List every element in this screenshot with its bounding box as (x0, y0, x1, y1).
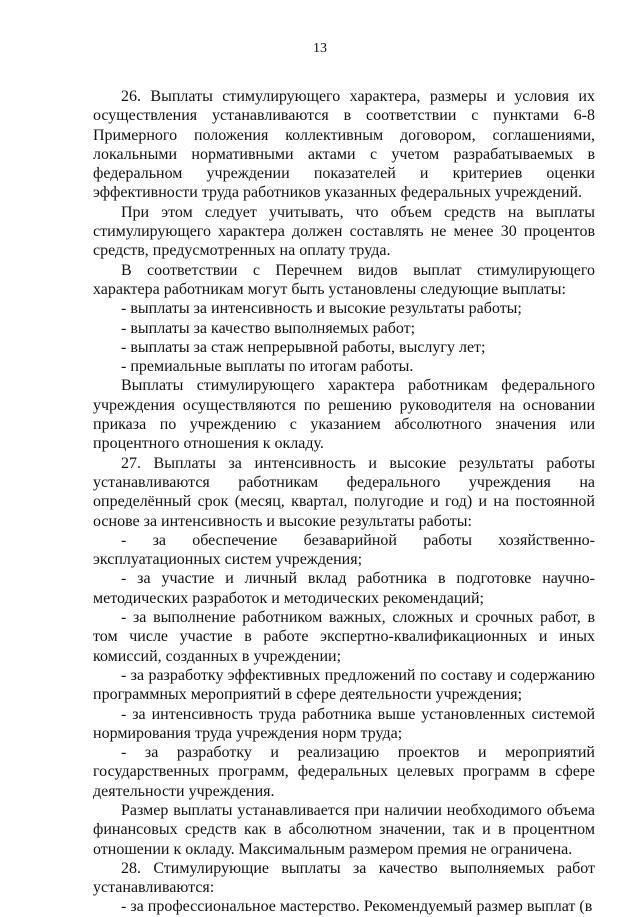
list-item: - за разработку и реализацию проектов и мероприятий государственных программ, федеральных целевых программ в сфере деятельности учреждения. (93, 744, 595, 800)
list-item: - за обеспечение безаварийной работы хозяйственно-эксплуатационных систем учреждения; (93, 531, 595, 569)
list-item: - выплаты за качество выполняемых работ; (121, 319, 416, 337)
paragraph-payment-size: Размер выплаты устанавливается при наличии необходимого объема финансовых средств как в абсолютном значении, так и в процентном отношении к окладу. Максимальным размером премия не ограничена. (93, 801, 595, 858)
list-item: - за выполнение работником важных, сложных и срочных работ, в том числе участие в работе экспертно-квалификационных и иных комиссий, созданных в учреждении; (93, 609, 595, 665)
page-number: 13 (313, 41, 327, 56)
paragraph-28: 28. Стимулирующие выплаты за качество выполняемых работ устанавливаются: (93, 859, 595, 897)
paragraph-27: 27. Выплаты за интенсивность и высокие результаты работы устанавливаются работникам федерального учреждения на определённый срок (месяц, квартал, полугодие и год) и на постоянной основе за интенсивность и высокие результаты работы: (93, 454, 595, 530)
paragraph-payment-decision: Выплаты стимулирующего характера работникам федерального учреждения осуществляются по решению руководителя на основании приказа по учреждению с указанием абсолютного значения или процентного отношения к окладу. (93, 377, 595, 453)
list-item: - за разработку эффективных предложений по составу и содержанию программных мероприятий в сфере деятельности учреждения; (93, 666, 595, 704)
list-item: - за интенсивность труда работника выше установленных системой нормирования труда учреждения норм труда; (93, 705, 595, 742)
list-item: - выплаты за стаж непрерывной работы, выслугу лет; (121, 338, 486, 356)
paragraph-payment-list-intro: В соответствии с Перечнем видов выплат стимулирующего характера работникам могут быть установлены следующие выплаты: (93, 261, 595, 298)
paragraph-funds-note: При этом следует учитывать, что объем средств на выплаты стимулирующего характера должен составлять не менее 30 процентов средств, предусмотренных на оплату труда. (93, 203, 595, 260)
list-item: - премиальные выплаты по итогам работы. (121, 358, 414, 376)
document-body (93, 87, 595, 917)
list-item: - за профессиональное мастерство. Рекомендуемый размер выплат (в (121, 898, 593, 916)
list-item: - выплаты за интенсивность и высокие результаты работы; (121, 300, 522, 318)
list-item: - за участие и личный вклад работника в подготовке научно-методических разработок и методических рекомендаций; (93, 570, 595, 607)
paragraph-26: 26. Выплаты стимулирующего характера, размеры и условия их осуществления устанавливаются в соответствии с пунктами 6-8 Примерного положения коллективным договором, соглашениями, локальными нормативными актами с учетом разрабатываемых в федеральном учреждении показателей и критериев оценки эффективности труда работников указанных федеральных учреждений. (93, 88, 595, 202)
